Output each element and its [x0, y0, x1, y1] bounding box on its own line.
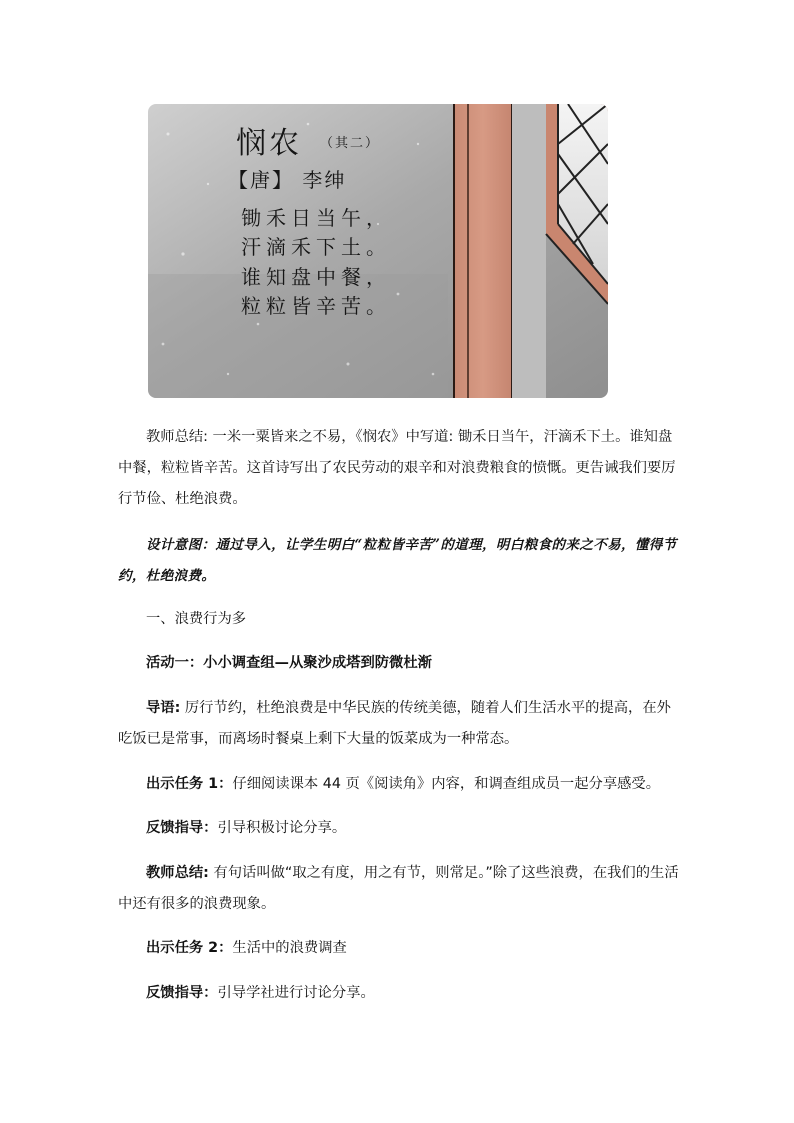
intro-label: 导语: — [146, 700, 181, 716]
feedback1-label: 反馈指导： — [146, 820, 218, 836]
feedback1-paragraph — [118, 813, 683, 844]
feedback2-text: 引导学社进行讨论分享。 — [217, 985, 375, 1001]
task1-label: 出示任务 1： — [146, 776, 233, 792]
feedback1-text: 引导积极讨论分享。 — [217, 820, 347, 836]
poem-line: 汗滴禾下土。 — [241, 235, 391, 259]
poem-line: 锄禾日当午， — [241, 206, 391, 230]
section-heading — [118, 604, 683, 635]
intro-paragraph — [118, 693, 683, 755]
teacher-summary2-paragraph — [118, 858, 683, 920]
activity-heading — [118, 648, 683, 679]
task2-text: 生活中的浪费调查 — [232, 940, 347, 956]
teacher-summary-paragraph — [118, 422, 683, 515]
feedback2-paragraph — [118, 978, 683, 1009]
design-intent-paragraph: 设计意图：通过导入，让学生明白“粒粒皆辛苦”的道理，明白粮食的来之不易，懂得节约，杜绝浪费。 — [118, 537, 677, 584]
feedback2-label: 反馈指导： — [146, 985, 218, 1001]
section-heading-text: 一、浪费行为多 — [146, 611, 247, 627]
poem-text — [148, 104, 608, 398]
summary-label: 教师总结: — [146, 429, 209, 445]
intro-text: 厉行节约，杜绝浪费是中华民族的传统美德，随着人们生活水平的提高，在外吃饭已是常事，而离场时餐桌上剩下大量的饭菜成为一种常态。 — [118, 700, 671, 747]
task1-text: 仔细阅读课本 44 页《阅读角》内容，和调查组成员一起分享感受。 — [232, 776, 661, 792]
summary-text: 一米一粟皆来之不易，《悯农》中写道: 锄禾日当午，汗滴禾下土。谁知盘中餐，粒粒皆辛苦。这首诗写出了农民劳动的艰辛和对浪费粮食的愤慨。更告诫我们要厉行节俭、杜绝浪费。 — [118, 429, 676, 507]
poem-subtitle: （其二） — [320, 136, 381, 151]
task2-paragraph — [118, 933, 683, 964]
summary2-text: 有句话叫做“取之有度，用之有节，则常足。”除了这些浪费，在我们的生活中还有很多的浪费现象。 — [118, 865, 679, 912]
poem-author: 【唐】 李绅 — [228, 168, 347, 192]
poem-line: 粒粒皆辛苦。 — [241, 294, 391, 318]
task2-label: 出示任务 2： — [146, 940, 233, 956]
activity-heading-text: 活动一：小小调查组—从聚沙成塔到防微杜渐 — [146, 655, 432, 671]
summary2-label: 教师总结: — [146, 865, 209, 881]
poem-title: 悯农 — [236, 126, 302, 161]
poem-line: 谁知盘中餐， — [241, 265, 391, 289]
task1-paragraph — [118, 769, 683, 800]
poem-illustration — [148, 104, 608, 398]
